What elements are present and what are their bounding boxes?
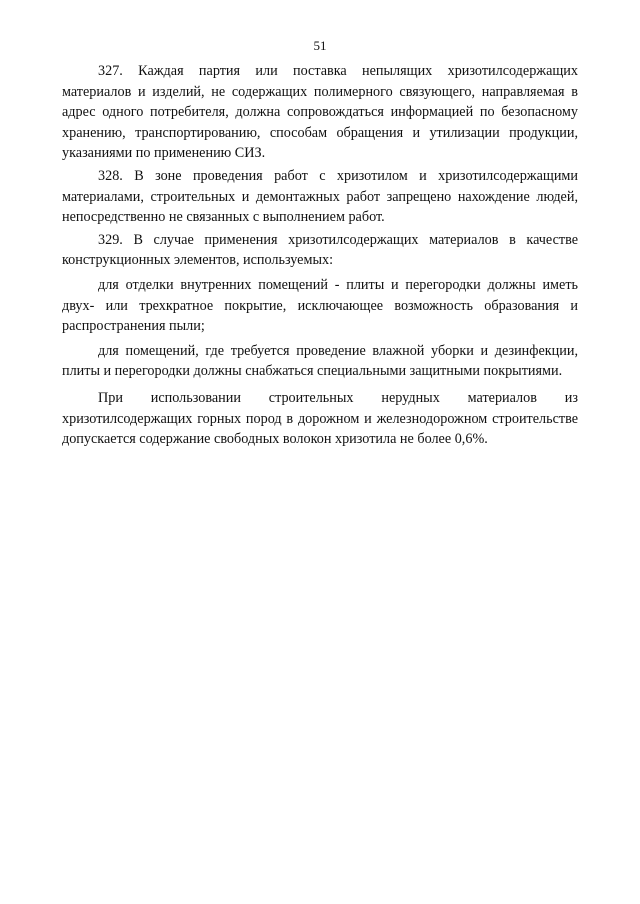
- paragraph-nonmetallic-materials: При использовании строительных нерудных материалов из хризотилсодержащих горных пород в дорожном и железнодорожном строительстве допускается содержание свободных волокон хризотила не более 0,6%.: [62, 389, 578, 448]
- paragraph-329-wet-cleaning: для помещений, где требуется проведение влажной уборки и дезинфекции, плиты и перегородки должны снабжаться специальными защитными покрытиями.: [62, 342, 578, 380]
- paragraph-329-interior-finishing: для отделки внутренних помещений - плиты и перегородки должны иметь двух- или трехкратное покрытие, исключающее возможность образования и распространения пыли;: [62, 276, 578, 335]
- paragraph-327: 327. Каждая партия или поставка непылящих хризотилсодержащих материалов и изделий, не содержащих полимерного связующего, направляемая в адрес одного потребителя, должна сопровождаться информацией по безопасному хранению, транспортированию, способам обращения и утилизации продукции, указаниями по применению СИЗ.: [62, 63, 578, 162]
- page-number: 51: [313, 38, 327, 53]
- paragraph-329: 329. В случае применения хризотилсодержащих материалов в качестве конструкционных элементов, используемых:: [62, 231, 578, 269]
- document-body: [62, 61, 578, 450]
- paragraph-328: 328. В зоне проведения работ с хризотилом и хризотилсодержащими материалами, строительных и демонтажных работ запрещено нахождение людей, непосредственно не связанных с выполнением работ.: [62, 167, 578, 226]
